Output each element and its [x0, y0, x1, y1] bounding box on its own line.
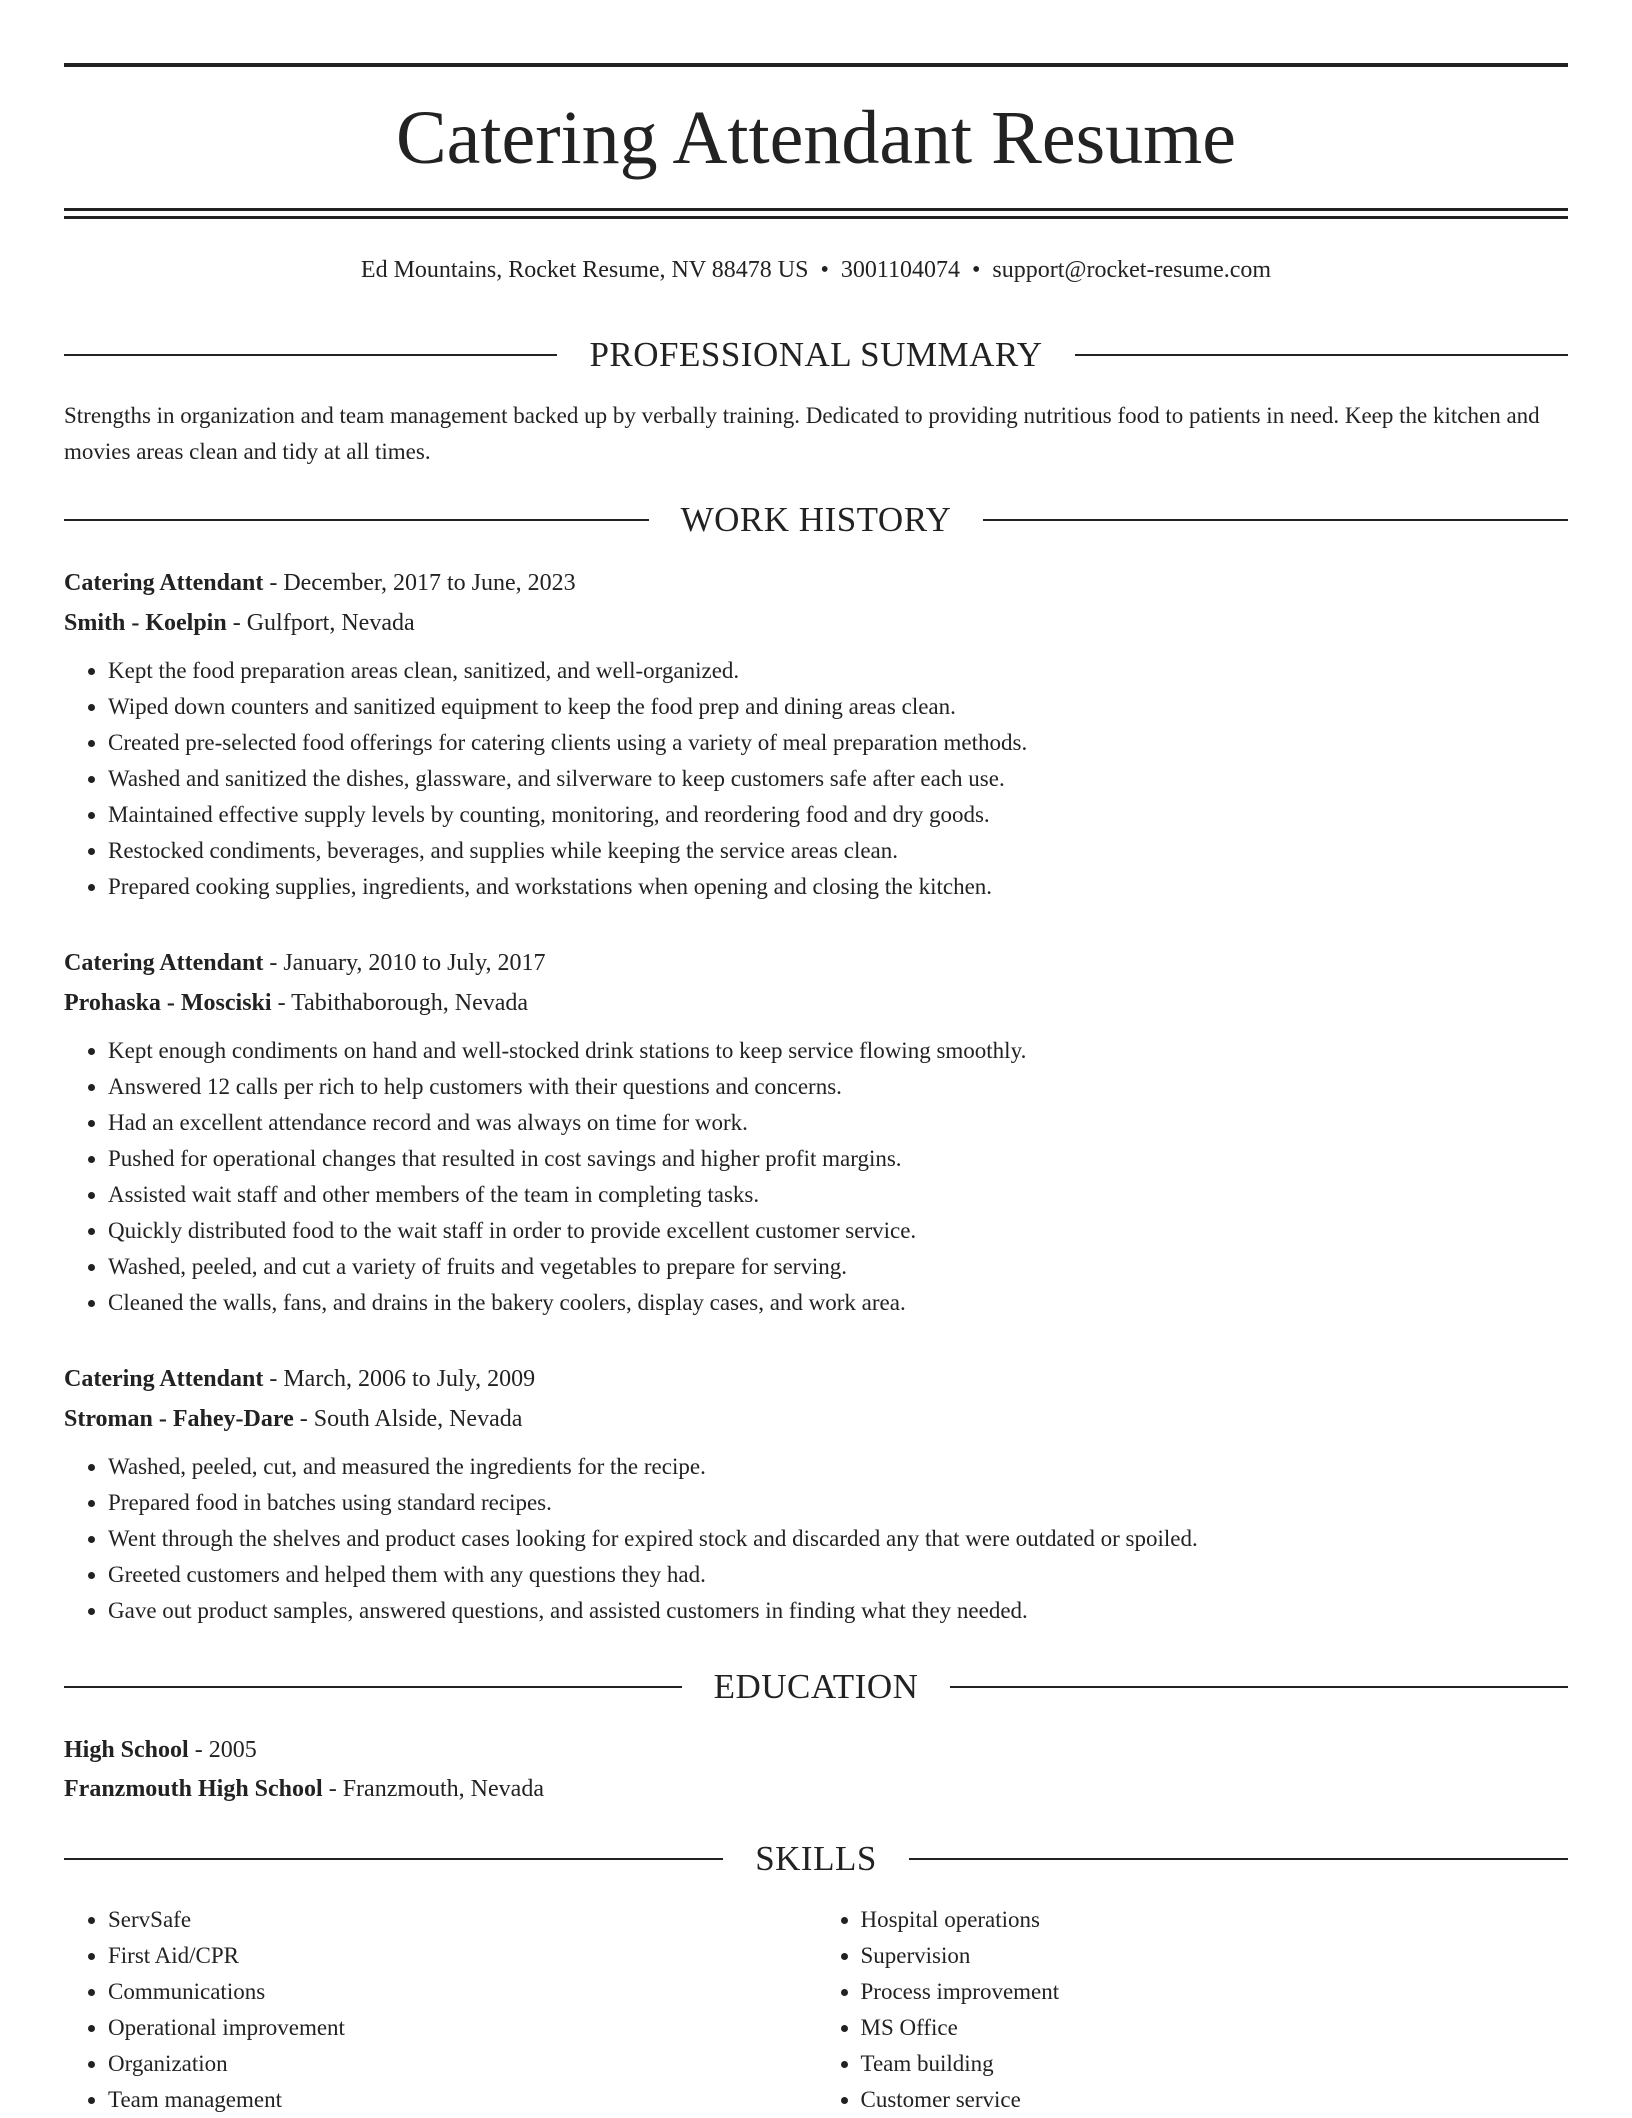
list-item: • Hospital operations [861, 1902, 1569, 1938]
section-rule [909, 1858, 1568, 1860]
list-item: • Restocked condiments, beverages, and supplies while keeping the service areas clean. [108, 833, 1568, 869]
page-title: Catering Attendant Resume [395, 96, 1237, 180]
job-company-line [64, 983, 1568, 1023]
section-title: WORK HISTORY [680, 500, 952, 539]
list-item: • Answered 12 calls per rich to help customers with their questions and concerns. [108, 1069, 1568, 1105]
list-item: • Quickly distributed food to the wait staff in order to provide excellent customer service. [108, 1213, 1568, 1249]
list-item: • Greeted customers and helped them with any questions they had. [108, 1557, 1568, 1593]
list-item: • Operational improvement [108, 2010, 816, 2046]
summary-text: Strengths in organization and team management backed up by verbally training. Dedicated to providing nutritious food to patients in need. Keep the kitchen and movies areas clean and tidy at all times. [64, 403, 1540, 464]
contact-separator: • [820, 257, 829, 283]
list-item: • Cleaned the walls, fans, and drains in the bakery coolers, display cases, and work area. [108, 1285, 1568, 1321]
job-dates: - March, 2006 to July, 2009 [263, 1366, 536, 1392]
list-item: • Maintained effective supply levels by counting, monitoring, and reordering food and dry goods. [108, 797, 1568, 833]
section-rule [64, 354, 557, 356]
job-dates: - January, 2010 to July, 2017 [263, 950, 546, 976]
list-item: • Team building [861, 2046, 1569, 2082]
list-item: • Prepared cooking supplies, ingredients, and workstations when opening and closing the kitchen. [108, 869, 1568, 905]
section-rule [64, 1686, 682, 1688]
job-title-line [64, 1359, 1568, 1399]
job-location: - Tabithaborough, Nevada [271, 990, 529, 1016]
section-heading-work [64, 498, 1568, 542]
list-item: • Organization [108, 2046, 816, 2082]
job-title-line [64, 563, 1568, 603]
education-entry [64, 1731, 1568, 1809]
job-title: Catering Attendant [64, 950, 264, 976]
section-title: SKILLS [755, 1839, 877, 1878]
job-entry [64, 1359, 1568, 1629]
job-duties [64, 1033, 1568, 1321]
section-rule [983, 519, 1568, 521]
education-school: Franzmouth High School [64, 1776, 323, 1802]
list-item: • Wiped down counters and sanitized equipment to keep the food prep and dining areas clean. [108, 689, 1568, 725]
contact-line [0, 252, 1632, 288]
section-rule [1075, 354, 1568, 356]
job-duties [64, 653, 1568, 905]
skills-column-left [64, 1902, 816, 2118]
section-title: PROFESSIONAL SUMMARY [589, 335, 1043, 374]
list-item: • Process improvement [861, 1974, 1569, 2010]
contact-address: Ed Mountains, Rocket Resume, NV 88478 US [360, 257, 809, 283]
job-title-line [64, 943, 1568, 983]
education-degree: High School [64, 1737, 189, 1763]
list-item: • MS Office [861, 2010, 1569, 2046]
contact-phone: 3001104074 [840, 257, 960, 283]
job-entry [64, 943, 1568, 1321]
job-entry [64, 563, 1568, 905]
contact-email: support@rocket-resume.com [992, 257, 1272, 283]
list-item: • Created pre-selected food offerings for catering clients using a variety of meal preparation methods. [108, 725, 1568, 761]
job-location: - South Alside, Nevada [293, 1406, 523, 1432]
education-location: - Franzmouth, Nevada [322, 1776, 544, 1802]
job-title: Catering Attendant [64, 570, 264, 596]
section-title: EDUCATION [713, 1667, 919, 1706]
skills-column-right [816, 1902, 1569, 2118]
list-item: • Pushed for operational changes that resulted in cost savings and higher profit margins. [108, 1141, 1568, 1177]
section-heading-skills [64, 1837, 1568, 1881]
list-item: • Assisted wait staff and other members of the team in completing tasks. [108, 1177, 1568, 1213]
list-item: • Prepared food in batches using standard recipes. [108, 1485, 1568, 1521]
job-company: Smith - Koelpin [64, 610, 227, 636]
list-item: • Team management [108, 2082, 816, 2118]
header-bottom-rule [64, 208, 1568, 211]
section-rule [64, 1858, 723, 1860]
list-item: • Went through the shelves and product cases looking for expired stock and discarded any that were outdated or spoiled. [108, 1521, 1568, 1557]
job-location: - Gulfport, Nevada [226, 610, 415, 636]
list-item: • Washed and sanitized the dishes, glassware, and silverware to keep customers safe after each use. [108, 761, 1568, 797]
job-company-line [64, 603, 1568, 643]
header-top-rule [64, 63, 1568, 67]
list-item: • First Aid/CPR [108, 1938, 816, 1974]
job-company: Prohaska - Mosciski [64, 990, 272, 1016]
education-year: - 2005 [188, 1737, 257, 1763]
list-item: • Customer service [861, 2082, 1569, 2118]
job-company-line [64, 1399, 1568, 1439]
section-rule [64, 519, 649, 521]
section-rule [950, 1686, 1568, 1688]
list-item: • Kept the food preparation areas clean, sanitized, and well-organized. [108, 653, 1568, 689]
list-item: • Washed, peeled, and cut a variety of fruits and vegetables to prepare for serving. [108, 1249, 1568, 1285]
job-dates: - December, 2017 to June, 2023 [263, 570, 576, 596]
list-item: • Washed, peeled, cut, and measured the ingredients for the recipe. [108, 1449, 1568, 1485]
list-item: • Supervision [861, 1938, 1569, 1974]
education-school-line [64, 1770, 1568, 1809]
skills-list [64, 1902, 1568, 2118]
header-bottom-rule-2 [64, 216, 1568, 219]
contact-separator: • [971, 257, 981, 283]
list-item: • Gave out product samples, answered questions, and assisted customers in finding what they needed. [108, 1593, 1568, 1629]
list-item: • Communications [108, 1974, 816, 2010]
list-item: • Kept enough condiments on hand and well-stocked drink stations to keep service flowing smoothly. [108, 1033, 1568, 1069]
job-duties [64, 1449, 1568, 1629]
section-heading-education [64, 1665, 1568, 1709]
section-heading-summary [64, 333, 1568, 377]
job-company: Stroman - Fahey-Dare [64, 1406, 294, 1432]
list-item: • Had an excellent attendance record and was always on time for work. [108, 1105, 1568, 1141]
list-item: • ServSafe [108, 1902, 816, 1938]
education-degree-line [64, 1731, 1568, 1770]
job-title: Catering Attendant [64, 1366, 264, 1392]
